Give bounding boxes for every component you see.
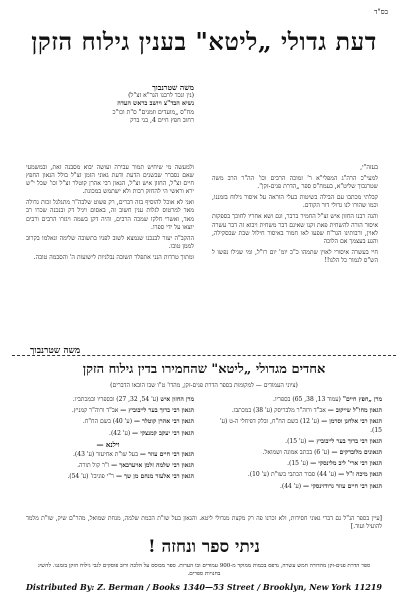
letter-column-left [26,164,194,340]
letter-paragraph: והנה רבנו החזון איש זצ"ל החמיר ברבר, וגם ושא אחריו לחוכך בספקות איסור הורה להשחית פאת זקנו שאינם דבר משחית ויבוא זה דבר עשרה לאוין, ורבותינו הגר"ח שפעו לאו חמור באיסור חילול שבת שבסקילה, והגע בעצמך אם הלוכה [212,213,378,245]
list-item: הגאונים מלוברקים — (ע' 6) בכתב אמונה ושמואל. [262,449,382,457]
distributor-line: Distributed By: Z. Berman / Books 1340—53 Street / Brooklyn, New York 11219 [25,582,382,592]
letter-paragraph: ההקב"ה יעזר לבנכנו שנמצא לשוב לפניו בתשובה שלימה ונאלמו בקרוב לממן טובו. [26,234,194,250]
letter-paragraph: בעזה"י, [360,164,378,171]
list-section-heading: וילנא — [96,439,120,449]
letter-paragraph: למעי"כ הרה"ג המפלי"א ר' זמוכה הרבים וכו' הה"ר הרב משה שטרנבוך שליט"א, בעמח"ס ספר „הדרת פנים-זקן". [212,175,378,191]
list-item: הגאון מחו"ל שייקוב — אב"ד ורוה"ר מלבריסק (ע' 38) במכתבו. [231,407,382,415]
list-item: הגאון מיכה ז"ל — (ע' 44) סבור הכתבי בשו"ת (ע' 10). [247,471,382,479]
list-item: הגאון רבי חיים עוזר — בעל שו"ת אחיעזר (ע' 43). [73,451,194,459]
author-works: מח"ס „מועדים וזמנים" ס"ת וכו"כ [112,108,194,116]
letter-paragraph: ואני לא אוכל להוסיף בזה דברים, רק פשוט שלבה"ר מתגלגל זכות גדולה מאד למרטוס לגלות ענין חשוב זה, באסום ויגיל דק ובנכנה שכרו רב מאד, ואשרי חלקו שמכה הרבים, והיה דקן בשמה ויגזרו הרבים ורבים יוצאו על ידי ספרו. [26,199,194,231]
author-lineage: (נין ונכד לרבנו הגר"א זצ"ל) [128,92,194,100]
letter-paragraph: ומתוך טרדות הנני אתפלר תשובה נבלניות לישועות ה' והסכמה טובה. [33,253,194,261]
book-info: ספר הדרת פנים-זקן מהדורה חמש עשרה, נדפס בכמות ממוקד מ-900 עמודים ובו הערות. ספר מבוסס על הלכה ורוב פוסקים לגבי גילוח הזקן בזמננו. להשיג בחנויות ספרים. [37,563,371,577]
footnote: [עיין בספר הנ"ל גם דברי גאוני חסידות, ולא זכרנו פה רק מקצת מגדולי ליטא. והגאון בעל שו"ת הכמת שלמה, מנחת שמואל, מהר"ם שיק, שו"ת מלמד להועיל ועוד.] [26,515,382,530]
author-letterhead [34,84,194,125]
author-address: רחוב חפץ חיים 4, בני ברק [130,116,194,124]
list-item: מרן החזון איש (ע' 54, 32, 27) ובספריו ובמכתביו. [72,396,194,403]
letter-paragraph: קבלתי מכתבו עם הבילה בשיטות בעלי הוראה על איסור גילוח בזמננו, וכמו שהורו לנו גדולי דור הקודם. [212,194,378,210]
list-item: הגאון רבי ארי' ליב מלינסקי — (ע' 15). [287,460,382,468]
list-item: הגאון רבי אלחנן וסרמן — (ע' 12) בשם הח"ח, ובלק דפיחלי ה-ט (ע' 15). [219,418,382,434]
list-item: הגאון רבי אהרן קוטלר — (ע' 40) בשם הח"ח. [82,418,194,426]
author-position: נשיא הבד"צ ויושב בראש העדה [117,100,194,108]
closing-slogan: ניתי ספר ונחזה ! [148,537,260,557]
letter-paragraph: חיי בעשרה איסורי לאוין שתמהו כ"כ יומ' יום רו"ל, ומי שגילו נפשו ל הש"ס לנמור כל הלנו!! [212,248,378,264]
letter-column-right [212,164,378,340]
list-item: הגאון רבי יעקב קמנצקי — (ע' 42). [109,429,194,437]
author-name: משה שטרנבוך [152,83,194,92]
bsd-mark: בס"ד [374,8,388,16]
rabbis-list-right [210,396,382,494]
section-title: אחדים מגדולי „ליטא" שהחמירו בדין גילוח הזקן [82,362,326,377]
list-item: הגאון רבי חיים עוזר גרודזינסקי — (ע' 44). [279,482,382,490]
letter-signature: משה שטרנבוך [30,346,81,356]
section-subtitle: (ציוני העמודים — למקומות בספר הדרת פנים-זקן, מהדו' ט"ו שבו הובאו הדברים) [110,382,298,389]
list-item: הגאון רבי אלעזר מנחם מן שך — ר"י פוניבז' (ע' 54). [67,473,194,481]
page-title: דעת גדולי „ליטא" בענין גילוח הזקן [31,27,377,56]
letter-paragraph: ולמעשה מי שיחיש תמור עבירה ועושה יבוא מסבנה זאת, ובמשמעי שאם נסברר שבשנים הדעת ודעת גאוני הזמן זצ"ל בולל הגאון החפץ חיים זצ"ל, החזון איש זצ"ל, הגאון רבי אהרן קוטלר זצ"ל וכו' שכל י"ש ירא וראשי הי להחזק רבות ולא ישתמש במכונת. [26,164,194,196]
list-item: הגאון רבי ברוך בער לייבוביץ — (ע' 15). [285,437,382,445]
list-item: מרן „חפץ חיים" (עמוד 13, 38, 65) בספריו. [273,396,382,403]
list-item: הגאון רבי ברוך בער לייבוביץ — אב"ד ורוה"ר קמניץ. [71,407,194,415]
rabbis-list-left [22,396,194,485]
section-divider [12,355,396,356]
list-item: הגאון רבי שלמה זלמן אויערבאך — ו"ר קול תורה. [77,462,194,470]
